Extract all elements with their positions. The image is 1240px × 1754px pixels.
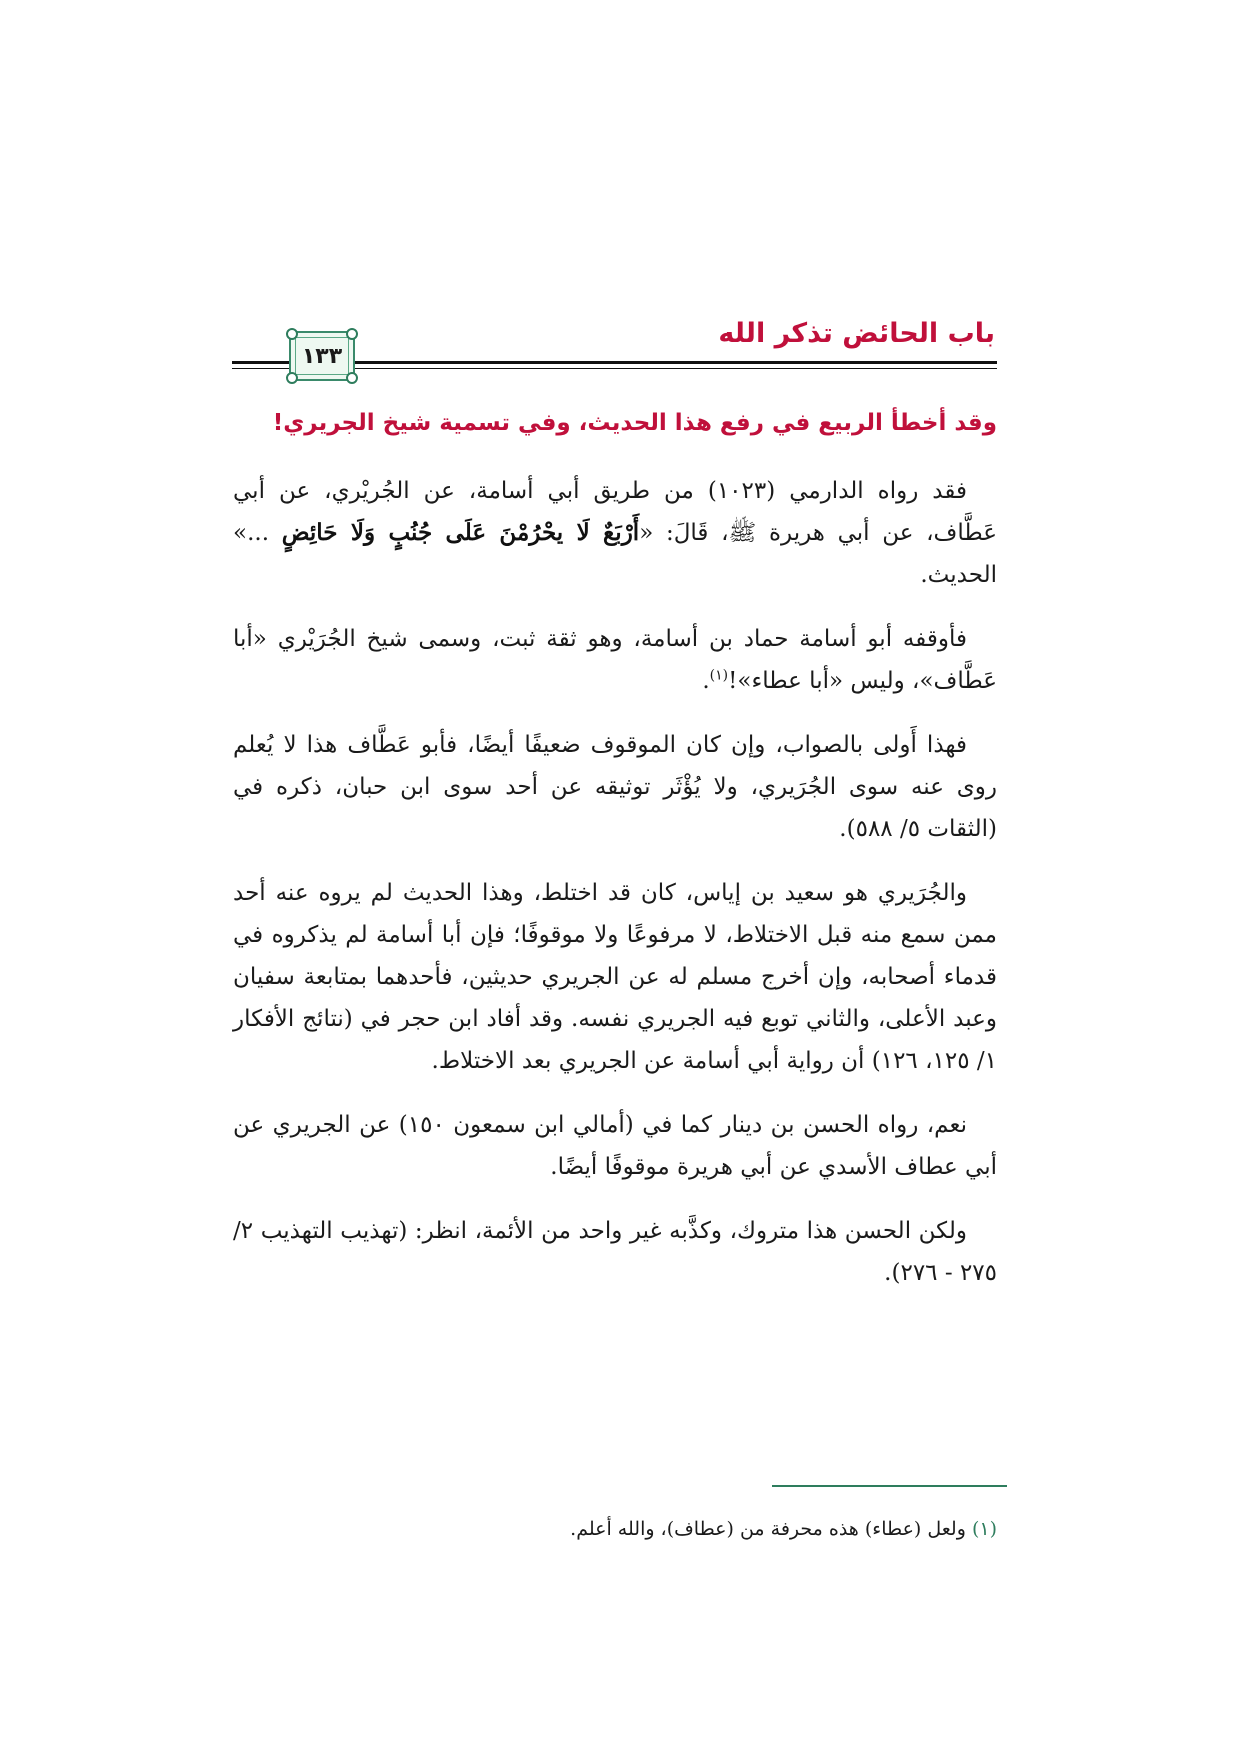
ornament-corner	[286, 372, 298, 384]
body-text	[233, 470, 997, 1316]
paragraph-1-end: ...» الحديث.	[233, 520, 997, 588]
paragraph-5: نعم، رواه الحسن بن دينار كما في (أمالي ابن سمعون ١٥٠) عن الجريري عن أبي عطاف الأسدي عن أبي هريرة موقوفًا أيضًا.	[233, 1112, 997, 1180]
header-rule-right-thin	[355, 368, 997, 369]
paragraph-4: والجُرَيري هو سعيد بن إياس، كان قد اختلط، وهذا الحديث لم يروه عنه أحد ممن سمع منه قبل الاختلاط، لا مرفوعًا ولا موقوفًا؛ فإن أبا أسامة لم يذكروه في قدماء أصحابه، وإن أخرج مسلم له عن الجريري حديثين، فأحدهما بمتابعة سفيان وعبد الأعلى، والثاني توبع فيه الجريري نفسه. وقد أفاد ابن حجر في (نتائج الأفكار ١/ ١٢٥، ١٢٦) أن رواية أبي أسامة عن الجريري بعد الاختلاط.	[233, 880, 997, 1074]
ornament-corner	[346, 328, 358, 340]
paragraph-2-text: فأوقفه أبو أسامة حماد بن أسامة، وهو ثقة ثبت، وسمى شيخ الجُرَيْري «أبا عَطَّاف»، وليس «أبا عطاء»!	[233, 626, 997, 694]
page-number-frame	[289, 331, 355, 381]
footnote-reference: (١)	[709, 667, 729, 684]
hadith-quote: أَرْبَعٌ لَا يحْرُمْنَ عَلَى جُنُبٍ وَلَا حَائِضٍ	[281, 519, 640, 546]
header-rule-left-thin	[232, 368, 289, 369]
footnote	[233, 1518, 997, 1540]
ornament-corner	[286, 328, 298, 340]
section-heading: وقد أخطأ الربيع في رفع هذا الحديث، وفي تسمية شيخ الجريري!	[272, 410, 997, 436]
header-rule-left	[232, 361, 289, 364]
chapter-title: باب الحائض تذكر الله	[718, 318, 995, 349]
footnote-number: (١)	[971, 1518, 997, 1540]
paragraph-3: فهذا أَولى بالصواب، وإن كان الموقوف ضعيفًا أيضًا، فأبو عَطَّاف هذا لا يُعلم روى عنه سوى الجُرَيري، ولا يُؤْثَر توثيقه عن أحد سوى ابن حبان، ذكره في (الثقات ٥/ ٥٨٨).	[233, 732, 997, 842]
paragraph-2	[233, 618, 997, 702]
paragraph-1	[233, 470, 997, 596]
paragraph-1-text: فقد رواه الدارمي (١٠٢٣) من طريق أبي أسامة، عن الجُريْري، عن أبي عَطَّاف، عن أبي هريرة ﷺ، قَالَ: «	[233, 478, 997, 546]
paragraph-2-end: .	[702, 668, 710, 694]
footnote-separator	[772, 1485, 1007, 1487]
page-number: ١٣٣	[301, 343, 343, 369]
header-rule-right	[355, 361, 997, 364]
ornament-corner	[346, 372, 358, 384]
footnote-text: ولعل (عطاء) هذه محرفة من (عطاف)، والله أعلم.	[570, 1518, 972, 1540]
paragraph-6: ولكن الحسن هذا متروك، وكذَّبه غير واحد من الأئمة، انظر: (تهذيب التهذيب ٢/ ٢٧٥ - ٢٧٦).	[233, 1218, 997, 1286]
